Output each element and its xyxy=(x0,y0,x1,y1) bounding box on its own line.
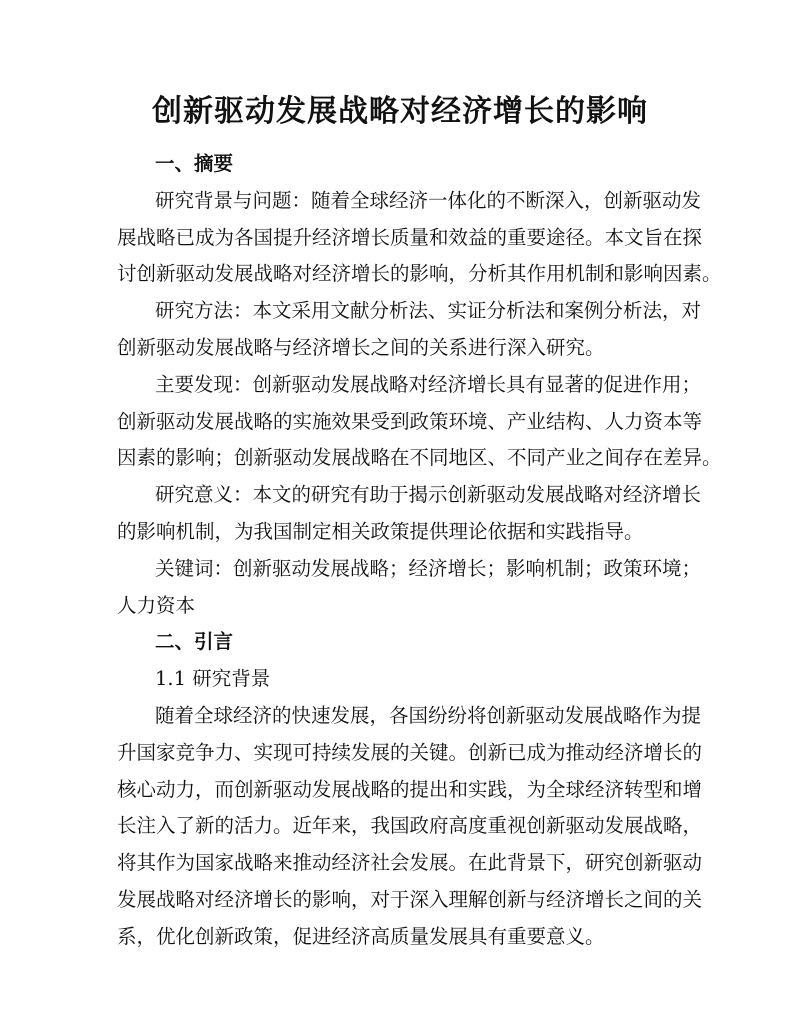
paragraph-line: 创新驱动发展战略与经济增长之间的关系进行深入研究。 xyxy=(117,335,605,359)
paragraph-line: 将其作为国家战略来推动经济社会发展。在此背景下，研究创新驱动 xyxy=(117,851,703,875)
paragraph-line: 主要发现：创新驱动发展战略对经济增长具有显著的促进作用； xyxy=(155,372,702,396)
paragraph-line: 升国家竞争力、实现可持续发展的关键。创新已成为推动经济增长的 xyxy=(117,740,703,764)
paragraph-line: 展战略已成为各国提升经济增长质量和效益的重要途径。本文旨在探 xyxy=(117,225,703,249)
paragraph-line: 核心动力，而创新驱动发展战略的提出和实践，为全球经济转型和增 xyxy=(117,777,703,801)
paragraph-line: 研究意义：本文的研究有助于揭示创新驱动发展战略对经济增长 xyxy=(155,483,702,507)
keywords-paragraph xyxy=(117,551,702,625)
paragraph-line: 创新驱动发展战略的实施效果受到政策环境、产业结构、人力资本等 xyxy=(117,409,703,433)
section-heading-abstract: 一、摘要 xyxy=(155,152,234,175)
abstract-significance-paragraph xyxy=(117,477,702,551)
paragraph-line: 研究背景与问题：随着全球经济一体化的不断深入，创新驱动发 xyxy=(155,188,702,212)
subsection-heading-background: 1.1 研究背景 xyxy=(155,667,271,691)
abstract-findings-paragraph xyxy=(117,367,722,477)
document-body xyxy=(117,146,722,956)
introduction-background-paragraph xyxy=(117,698,703,956)
abstract-methods-paragraph xyxy=(117,293,702,367)
paragraph-line: 的影响机制，为我国制定相关政策提供理论依据和实践指导。 xyxy=(117,519,644,543)
paragraph-line: 长注入了新的活力。近年来，我国政府高度重视创新驱动发展战略， xyxy=(117,814,703,838)
paragraph-line: 研究方法：本文采用文献分析法、实证分析法和案例分析法，对 xyxy=(155,299,702,323)
abstract-background-paragraph xyxy=(117,183,722,293)
paragraph-line: 系，优化创新政策，促进经济高质量发展具有重要意义。 xyxy=(117,924,605,948)
document-title: 创新驱动发展战略对经济增长的影响 xyxy=(152,94,648,129)
paragraph-line: 随着全球经济的快速发展，各国纷纷将创新驱动发展战略作为提 xyxy=(155,703,702,727)
paragraph-line: 关键词：创新驱动发展战略；经济增长；影响机制；政策环境； xyxy=(155,556,702,580)
paragraph-line: 因素的影响；创新驱动发展战略在不同地区、不同产业之间存在差异。 xyxy=(117,446,722,470)
paragraph-line: 人力资本 xyxy=(117,593,196,617)
paragraph-line: 讨创新驱动发展战略对经济增长的影响，分析其作用机制和影响因素。 xyxy=(117,262,722,286)
paragraph-line: 发展战略对经济增长的影响，对于深入理解创新与经济增长之间的关 xyxy=(117,887,703,911)
section-heading-introduction: 二、引言 xyxy=(155,630,234,654)
